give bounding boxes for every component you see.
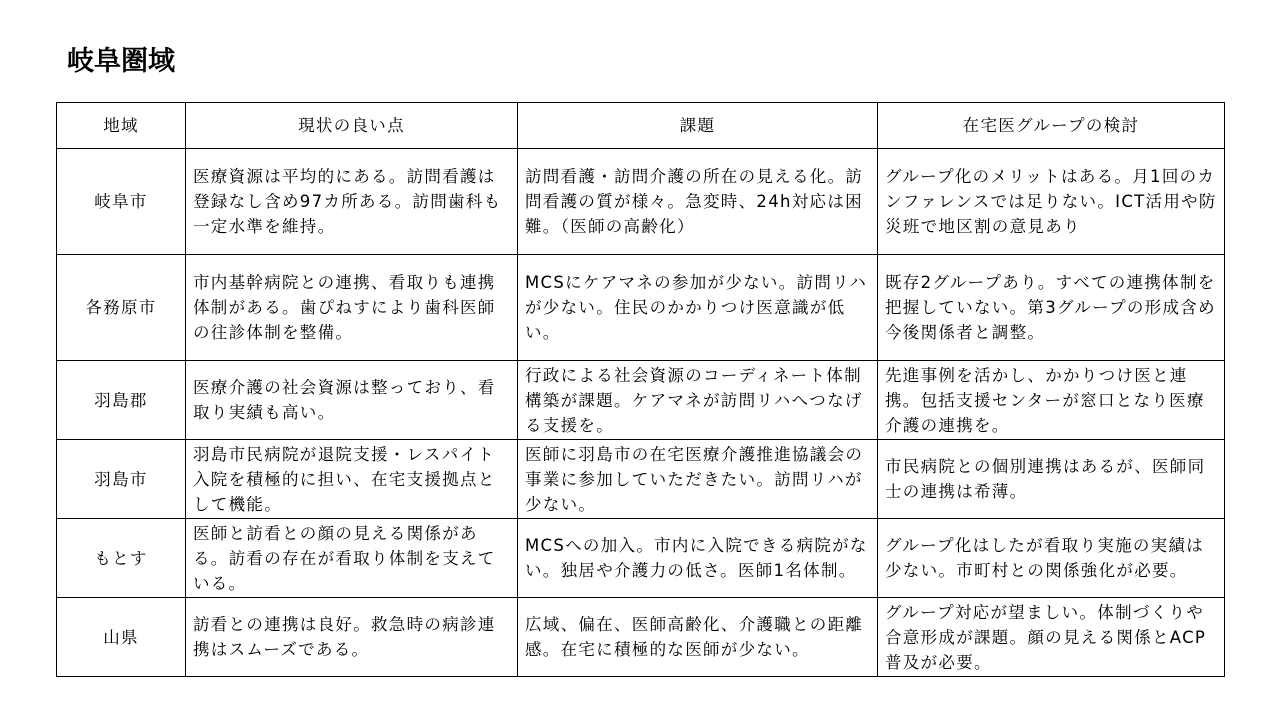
group-review-cell: 市民病院との個別連携はあるが、医師同士の連携は希薄。	[878, 440, 1225, 519]
region-cell: 岐阜市	[57, 149, 186, 255]
group-review-cell: グループ化のメリットはある。月1回のカンファレンスでは足りない。ICT活用や防災班で地区割の意見あり	[878, 149, 1225, 255]
good-points-cell: 訪看との連携は良好。救急時の病診連携はスムーズである。	[186, 598, 518, 677]
group-review-cell: グループ対応が望ましい。体制づくりや合意形成が課題。顔の見える関係とACP普及が必要。	[878, 598, 1225, 677]
table-row	[57, 149, 1225, 255]
group-review-cell: 既存2グループあり。すべての連携体制を把握していない。第3グループの形成含め今後関係者と調整。	[878, 255, 1225, 361]
good-points-cell: 市内基幹病院との連携、看取りも連携体制がある。歯ぴねすにより歯科医師の往診体制を整備。	[186, 255, 518, 361]
table-row	[57, 598, 1225, 677]
issues-cell: 広域、偏在、医師高齢化、介護職との距離感。在宅に積極的な医師が少ない。	[518, 598, 878, 677]
region-table	[56, 102, 1225, 677]
region-cell: 山県	[57, 598, 186, 677]
good-points-cell: 羽島市民病院が退院支援・レスパイト入院を積極的に担い、在宅支援拠点として機能。	[186, 440, 518, 519]
issues-cell: 訪問看護・訪問介護の所在の見える化。訪問看護の質が様々。急変時、24h対応は困難。（医師の高齢化）	[518, 149, 878, 255]
good-points-cell: 医療介護の社会資源は整っており、看取り実績も高い。	[186, 361, 518, 440]
table-row	[57, 255, 1225, 361]
issues-cell: MCSにケアマネの参加が少ない。訪問リハが少ない。住民のかかりつけ医意識が低い。	[518, 255, 878, 361]
good-points-cell: 医師と訪看との顔の見える関係がある。訪看の存在が看取り体制を支えている。	[186, 519, 518, 598]
group-review-cell: グループ化はしたが看取り実施の実績は少ない。市町村との関係強化が必要。	[878, 519, 1225, 598]
header-good-points: 現状の良い点	[186, 103, 518, 149]
issues-cell: MCSへの加入。市内に入院できる病院がない。独居や介護力の低さ。医師1名体制。	[518, 519, 878, 598]
table-row	[57, 440, 1225, 519]
page-title: 岐阜圏域	[67, 46, 175, 77]
region-cell: 羽島郡	[57, 361, 186, 440]
region-cell: 羽島市	[57, 440, 186, 519]
region-cell: もとす	[57, 519, 186, 598]
table-row	[57, 519, 1225, 598]
header-issues: 課題	[518, 103, 878, 149]
header-group-review: 在宅医グループの検討	[878, 103, 1225, 149]
issues-cell: 行政による社会資源のコーディネート体制構築が課題。ケアマネが訪問リハへつなげる支援を。	[518, 361, 878, 440]
group-review-cell: 先進事例を活かし、かかりつけ医と連携。包括支援センターが窓口となり医療介護の連携を。	[878, 361, 1225, 440]
good-points-cell: 医療資源は平均的にある。訪問看護は登録なし含め97カ所ある。訪問歯科も一定水準を維持。	[186, 149, 518, 255]
region-cell: 各務原市	[57, 255, 186, 361]
table-row	[57, 361, 1225, 440]
header-region: 地域	[57, 103, 186, 149]
table-header-row	[57, 103, 1225, 149]
issues-cell: 医師に羽島市の在宅医療介護推進協議会の事業に参加していただきたい。訪問リハが少ない。	[518, 440, 878, 519]
